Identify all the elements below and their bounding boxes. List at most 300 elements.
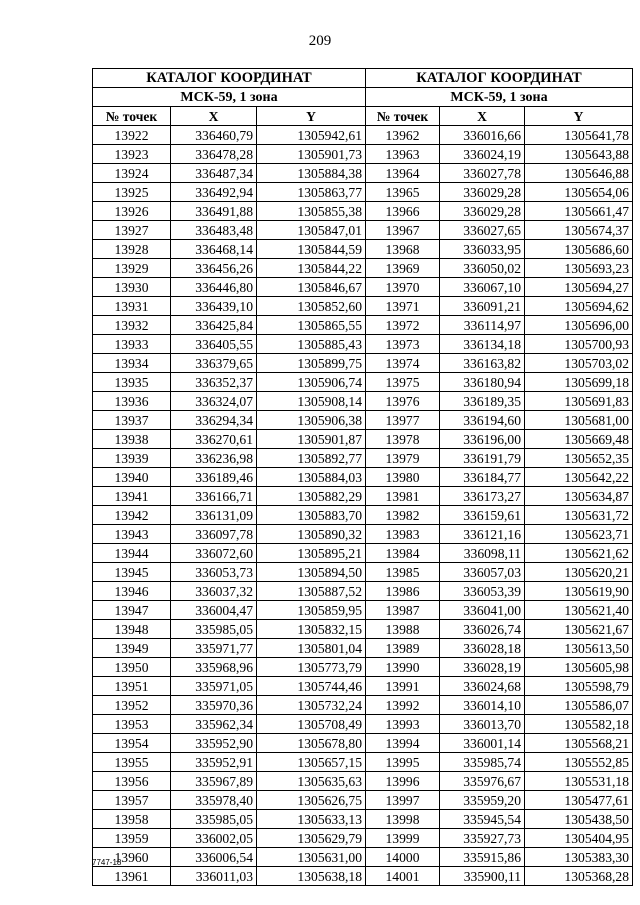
y-coordinate-cell: 1305693,23 [525, 259, 633, 278]
y-coordinate-cell: 1305631,72 [525, 506, 633, 525]
table-row [93, 259, 366, 278]
point-number-cell: 13978 [366, 430, 440, 449]
table-row [93, 468, 366, 487]
x-coordinate-cell: 336041,00 [440, 601, 525, 620]
table-row [366, 639, 633, 658]
y-coordinate-cell: 1305885,43 [257, 335, 366, 354]
x-coordinate-cell: 336468,14 [171, 240, 257, 259]
x-coordinate-cell: 336446,80 [171, 278, 257, 297]
x-coordinate-cell: 336405,55 [171, 335, 257, 354]
x-coordinate-cell: 335945,54 [440, 810, 525, 829]
x-coordinate-cell: 336033,95 [440, 240, 525, 259]
x-coordinate-cell: 336001,14 [440, 734, 525, 753]
y-coordinate-cell: 1305686,60 [525, 240, 633, 259]
table-row [93, 392, 366, 411]
table-row [366, 658, 633, 677]
x-coordinate-cell: 336163,82 [440, 354, 525, 373]
y-coordinate-cell: 1305708,49 [257, 715, 366, 734]
table-row [366, 164, 633, 183]
x-coordinate-cell: 336057,03 [440, 563, 525, 582]
table-row [93, 639, 366, 658]
table-row [93, 221, 366, 240]
y-coordinate-cell: 1305801,04 [257, 639, 366, 658]
x-coordinate-cell: 335985,74 [440, 753, 525, 772]
table-row [366, 126, 633, 145]
y-coordinate-cell: 1305531,18 [525, 772, 633, 791]
table-row [93, 126, 366, 145]
table-row [93, 658, 366, 677]
point-number-cell: 13948 [93, 620, 171, 639]
table-row [366, 601, 633, 620]
x-coordinate-cell: 336014,10 [440, 696, 525, 715]
table-row [366, 183, 633, 202]
table-row [93, 544, 366, 563]
table-row [366, 259, 633, 278]
x-coordinate-cell: 335967,89 [171, 772, 257, 791]
table-row [93, 487, 366, 506]
point-number-cell: 13963 [366, 145, 440, 164]
page-number: 209 [308, 33, 332, 49]
table-row [366, 791, 633, 810]
point-number-cell: 13923 [93, 145, 171, 164]
table-row [366, 772, 633, 791]
y-coordinate-cell: 1305657,15 [257, 753, 366, 772]
x-coordinate-cell: 336011,03 [171, 867, 257, 886]
x-coordinate-cell: 335968,96 [171, 658, 257, 677]
header-x: X [171, 107, 257, 126]
x-coordinate-cell: 336121,16 [440, 525, 525, 544]
y-coordinate-cell: 1305855,38 [257, 202, 366, 221]
y-coordinate-cell: 1305901,73 [257, 145, 366, 164]
catalog-title: КАТАЛОГ КООРДИНАТ [93, 69, 366, 88]
point-number-cell: 13990 [366, 658, 440, 677]
table-row [366, 582, 633, 601]
x-coordinate-cell: 335927,73 [440, 829, 525, 848]
x-coordinate-cell: 336098,11 [440, 544, 525, 563]
catalog-zone-row [366, 88, 633, 107]
y-coordinate-cell: 1305552,85 [525, 753, 633, 772]
point-number-cell: 13932 [93, 316, 171, 335]
table-row [366, 715, 633, 734]
y-coordinate-cell: 1305865,55 [257, 316, 366, 335]
x-coordinate-cell: 336024,68 [440, 677, 525, 696]
table-row [366, 278, 633, 297]
y-coordinate-cell: 1305621,40 [525, 601, 633, 620]
x-coordinate-cell: 336027,78 [440, 164, 525, 183]
x-coordinate-cell: 336483,48 [171, 221, 257, 240]
y-coordinate-cell: 1305669,48 [525, 430, 633, 449]
y-coordinate-cell: 1305642,22 [525, 468, 633, 487]
point-number-cell: 13947 [93, 601, 171, 620]
header-point-number: № точек [366, 107, 440, 126]
point-number-cell: 13994 [366, 734, 440, 753]
header-row [366, 107, 633, 126]
x-coordinate-cell: 336189,35 [440, 392, 525, 411]
x-coordinate-cell: 336189,46 [171, 468, 257, 487]
point-number-cell: 13943 [93, 525, 171, 544]
x-coordinate-cell: 336028,19 [440, 658, 525, 677]
table-row [93, 202, 366, 221]
x-coordinate-cell: 336131,09 [171, 506, 257, 525]
x-coordinate-cell: 335971,77 [171, 639, 257, 658]
x-coordinate-cell: 336166,71 [171, 487, 257, 506]
table-row [366, 335, 633, 354]
point-number-cell: 13966 [366, 202, 440, 221]
table-row [93, 183, 366, 202]
x-coordinate-cell: 336006,54 [171, 848, 257, 867]
y-coordinate-cell: 1305646,88 [525, 164, 633, 183]
point-number-cell: 13961 [93, 867, 171, 886]
table-row [93, 601, 366, 620]
y-coordinate-cell: 1305383,30 [525, 848, 633, 867]
x-coordinate-cell: 336028,18 [440, 639, 525, 658]
point-number-cell: 13972 [366, 316, 440, 335]
point-number-cell: 13964 [366, 164, 440, 183]
y-coordinate-cell: 1305691,83 [525, 392, 633, 411]
point-number-cell: 13975 [366, 373, 440, 392]
y-coordinate-cell: 1305605,98 [525, 658, 633, 677]
x-coordinate-cell: 335976,67 [440, 772, 525, 791]
table-row [366, 810, 633, 829]
table-row [366, 487, 633, 506]
x-coordinate-cell: 336024,19 [440, 145, 525, 164]
point-number-cell: 13936 [93, 392, 171, 411]
point-number-cell: 13981 [366, 487, 440, 506]
coordinate-catalog-table-right [365, 68, 633, 886]
table-row [93, 506, 366, 525]
x-coordinate-cell: 336091,21 [440, 297, 525, 316]
point-number-cell: 13995 [366, 753, 440, 772]
point-number-cell: 13962 [366, 126, 440, 145]
point-number-cell: 13985 [366, 563, 440, 582]
header-row [93, 107, 366, 126]
table-row [93, 677, 366, 696]
y-coordinate-cell: 1305699,18 [525, 373, 633, 392]
table-row [93, 335, 366, 354]
x-coordinate-cell: 336026,74 [440, 620, 525, 639]
table-row [93, 829, 366, 848]
x-coordinate-cell: 336294,34 [171, 411, 257, 430]
point-number-cell: 13924 [93, 164, 171, 183]
table-row [366, 392, 633, 411]
point-number-cell: 13951 [93, 677, 171, 696]
y-coordinate-cell: 1305844,22 [257, 259, 366, 278]
point-number-cell: 13929 [93, 259, 171, 278]
x-coordinate-cell: 336002,05 [171, 829, 257, 848]
table-row [366, 354, 633, 373]
x-coordinate-cell: 336053,73 [171, 563, 257, 582]
y-coordinate-cell: 1305883,70 [257, 506, 366, 525]
catalog-zone-row [93, 88, 366, 107]
y-coordinate-cell: 1305568,21 [525, 734, 633, 753]
catalog-title-row [93, 69, 366, 88]
point-number-cell: 13976 [366, 392, 440, 411]
x-coordinate-cell: 336037,32 [171, 582, 257, 601]
x-coordinate-cell: 336456,26 [171, 259, 257, 278]
table-row [93, 240, 366, 259]
x-coordinate-cell: 335900,11 [440, 867, 525, 886]
point-number-cell: 13992 [366, 696, 440, 715]
y-coordinate-cell: 1305906,38 [257, 411, 366, 430]
table-row [366, 373, 633, 392]
x-coordinate-cell: 335978,40 [171, 791, 257, 810]
point-number-cell: 13959 [93, 829, 171, 848]
table-row [93, 449, 366, 468]
table-row [366, 202, 633, 221]
point-number-cell: 13925 [93, 183, 171, 202]
point-number-cell: 13997 [366, 791, 440, 810]
table-row [93, 563, 366, 582]
table-row [366, 411, 633, 430]
y-coordinate-cell: 1305703,02 [525, 354, 633, 373]
x-coordinate-cell: 336053,39 [440, 582, 525, 601]
point-number-cell: 13938 [93, 430, 171, 449]
x-coordinate-cell: 336159,61 [440, 506, 525, 525]
x-coordinate-cell: 335952,90 [171, 734, 257, 753]
y-coordinate-cell: 1305895,21 [257, 544, 366, 563]
point-number-cell: 13933 [93, 335, 171, 354]
x-coordinate-cell: 336194,60 [440, 411, 525, 430]
table-row [93, 696, 366, 715]
y-coordinate-cell: 1305696,00 [525, 316, 633, 335]
y-coordinate-cell: 1305638,18 [257, 867, 366, 886]
y-coordinate-cell: 1305438,50 [525, 810, 633, 829]
x-coordinate-cell: 336184,77 [440, 468, 525, 487]
point-number-cell: 13926 [93, 202, 171, 221]
point-number-cell: 13965 [366, 183, 440, 202]
table-row [93, 772, 366, 791]
y-coordinate-cell: 1305368,28 [525, 867, 633, 886]
y-coordinate-cell: 1305887,52 [257, 582, 366, 601]
y-coordinate-cell: 1305942,61 [257, 126, 366, 145]
table-row [366, 221, 633, 240]
y-coordinate-cell: 1305619,90 [525, 582, 633, 601]
y-coordinate-cell: 1305652,35 [525, 449, 633, 468]
y-coordinate-cell: 1305852,60 [257, 297, 366, 316]
y-coordinate-cell: 1305892,77 [257, 449, 366, 468]
y-coordinate-cell: 1305894,50 [257, 563, 366, 582]
point-number-cell: 13940 [93, 468, 171, 487]
point-number-cell: 13945 [93, 563, 171, 582]
x-coordinate-cell: 336491,88 [171, 202, 257, 221]
x-coordinate-cell: 336114,97 [440, 316, 525, 335]
table-row [93, 525, 366, 544]
document-code: 7747-18 [92, 858, 122, 867]
x-coordinate-cell: 336134,18 [440, 335, 525, 354]
x-coordinate-cell: 335985,05 [171, 620, 257, 639]
x-coordinate-cell: 336425,84 [171, 316, 257, 335]
y-coordinate-cell: 1305847,01 [257, 221, 366, 240]
point-number-cell: 13988 [366, 620, 440, 639]
point-number-cell: 13930 [93, 278, 171, 297]
table-row [366, 563, 633, 582]
y-coordinate-cell: 1305901,87 [257, 430, 366, 449]
y-coordinate-cell: 1305832,15 [257, 620, 366, 639]
point-number-cell: 13949 [93, 639, 171, 658]
y-coordinate-cell: 1305694,62 [525, 297, 633, 316]
x-coordinate-cell: 336029,28 [440, 183, 525, 202]
catalog-zone: МСК-59, 1 зона [93, 88, 366, 107]
table-row [93, 620, 366, 639]
catalog-zone: МСК-59, 1 зона [366, 88, 633, 107]
point-number-cell: 13950 [93, 658, 171, 677]
x-coordinate-cell: 336029,28 [440, 202, 525, 221]
point-number-cell: 13955 [93, 753, 171, 772]
table-row [93, 867, 366, 886]
point-number-cell: 13967 [366, 221, 440, 240]
point-number-cell: 13987 [366, 601, 440, 620]
point-number-cell: 13941 [93, 487, 171, 506]
y-coordinate-cell: 1305634,87 [525, 487, 633, 506]
point-number-cell: 13954 [93, 734, 171, 753]
point-number-cell: 13931 [93, 297, 171, 316]
y-coordinate-cell: 1305477,61 [525, 791, 633, 810]
x-coordinate-cell: 336050,02 [440, 259, 525, 278]
table-row [366, 734, 633, 753]
x-coordinate-cell: 335962,34 [171, 715, 257, 734]
y-coordinate-cell: 1305586,07 [525, 696, 633, 715]
point-number-cell: 13983 [366, 525, 440, 544]
y-coordinate-cell: 1305890,32 [257, 525, 366, 544]
y-coordinate-cell: 1305681,00 [525, 411, 633, 430]
point-number-cell: 13952 [93, 696, 171, 715]
x-coordinate-cell: 336027,65 [440, 221, 525, 240]
x-coordinate-cell: 336460,79 [171, 126, 257, 145]
table-row [93, 582, 366, 601]
header-y: Y [257, 107, 366, 126]
y-coordinate-cell: 1305859,95 [257, 601, 366, 620]
point-number-cell: 13996 [366, 772, 440, 791]
point-number-cell: 14001 [366, 867, 440, 886]
point-number-cell: 13970 [366, 278, 440, 297]
table-row [366, 525, 633, 544]
y-coordinate-cell: 1305643,88 [525, 145, 633, 164]
catalog-title-row [366, 69, 633, 88]
x-coordinate-cell: 336013,70 [440, 715, 525, 734]
table-row [366, 449, 633, 468]
point-number-cell: 13969 [366, 259, 440, 278]
point-number-cell: 13927 [93, 221, 171, 240]
x-coordinate-cell: 336173,27 [440, 487, 525, 506]
point-number-cell: 13934 [93, 354, 171, 373]
y-coordinate-cell: 1305641,78 [525, 126, 633, 145]
table-row [93, 164, 366, 183]
table-row [93, 848, 366, 867]
x-coordinate-cell: 336379,65 [171, 354, 257, 373]
point-number-cell: 13960 [93, 848, 171, 867]
table-row [93, 430, 366, 449]
x-coordinate-cell: 335952,91 [171, 753, 257, 772]
point-number-cell: 13957 [93, 791, 171, 810]
x-coordinate-cell: 335985,05 [171, 810, 257, 829]
x-coordinate-cell: 336004,47 [171, 601, 257, 620]
point-number-cell: 13991 [366, 677, 440, 696]
point-number-cell: 13989 [366, 639, 440, 658]
table-row [366, 145, 633, 164]
x-coordinate-cell: 336072,60 [171, 544, 257, 563]
y-coordinate-cell: 1305773,79 [257, 658, 366, 677]
y-coordinate-cell: 1305626,75 [257, 791, 366, 810]
y-coordinate-cell: 1305633,13 [257, 810, 366, 829]
x-coordinate-cell: 336270,61 [171, 430, 257, 449]
y-coordinate-cell: 1305654,06 [525, 183, 633, 202]
point-number-cell: 13968 [366, 240, 440, 259]
point-number-cell: 13980 [366, 468, 440, 487]
y-coordinate-cell: 1305844,59 [257, 240, 366, 259]
point-number-cell: 13993 [366, 715, 440, 734]
y-coordinate-cell: 1305613,50 [525, 639, 633, 658]
point-number-cell: 13939 [93, 449, 171, 468]
y-coordinate-cell: 1305863,77 [257, 183, 366, 202]
x-coordinate-cell: 336352,37 [171, 373, 257, 392]
y-coordinate-cell: 1305884,38 [257, 164, 366, 183]
table-row [366, 544, 633, 563]
table-row [366, 753, 633, 772]
point-number-cell: 13942 [93, 506, 171, 525]
y-coordinate-cell: 1305884,03 [257, 468, 366, 487]
y-coordinate-cell: 1305846,67 [257, 278, 366, 297]
point-number-cell: 13986 [366, 582, 440, 601]
y-coordinate-cell: 1305582,18 [525, 715, 633, 734]
x-coordinate-cell: 336487,34 [171, 164, 257, 183]
x-coordinate-cell: 336324,07 [171, 392, 257, 411]
x-coordinate-cell: 336196,00 [440, 430, 525, 449]
table-row [366, 468, 633, 487]
y-coordinate-cell: 1305620,21 [525, 563, 633, 582]
table-row [366, 240, 633, 259]
table-row [93, 278, 366, 297]
table-row [93, 316, 366, 335]
table-row [366, 829, 633, 848]
table-row [93, 411, 366, 430]
x-coordinate-cell: 336492,94 [171, 183, 257, 202]
point-number-cell: 13982 [366, 506, 440, 525]
y-coordinate-cell: 1305621,62 [525, 544, 633, 563]
y-coordinate-cell: 1305700,93 [525, 335, 633, 354]
x-coordinate-cell: 336439,10 [171, 297, 257, 316]
point-number-cell: 13984 [366, 544, 440, 563]
header-point-number: № точек [93, 107, 171, 126]
y-coordinate-cell: 1305906,74 [257, 373, 366, 392]
point-number-cell: 13944 [93, 544, 171, 563]
x-coordinate-cell: 335959,20 [440, 791, 525, 810]
table-row [93, 354, 366, 373]
y-coordinate-cell: 1305661,47 [525, 202, 633, 221]
header-y: Y [525, 107, 633, 126]
y-coordinate-cell: 1305744,46 [257, 677, 366, 696]
table-row [93, 753, 366, 772]
coordinate-catalog-table-left [92, 68, 366, 886]
table-row [366, 867, 633, 886]
y-coordinate-cell: 1305732,24 [257, 696, 366, 715]
y-coordinate-cell: 1305908,14 [257, 392, 366, 411]
catalog-title: КАТАЛОГ КООРДИНАТ [366, 69, 633, 88]
point-number-cell: 13946 [93, 582, 171, 601]
table-row [93, 715, 366, 734]
y-coordinate-cell: 1305635,63 [257, 772, 366, 791]
table-row [366, 696, 633, 715]
table-row [366, 848, 633, 867]
y-coordinate-cell: 1305631,00 [257, 848, 366, 867]
y-coordinate-cell: 1305598,79 [525, 677, 633, 696]
table-row [93, 810, 366, 829]
point-number-cell: 13971 [366, 297, 440, 316]
y-coordinate-cell: 1305621,67 [525, 620, 633, 639]
table-row [366, 316, 633, 335]
x-coordinate-cell: 336067,10 [440, 278, 525, 297]
x-coordinate-cell: 335971,05 [171, 677, 257, 696]
table-row [366, 677, 633, 696]
